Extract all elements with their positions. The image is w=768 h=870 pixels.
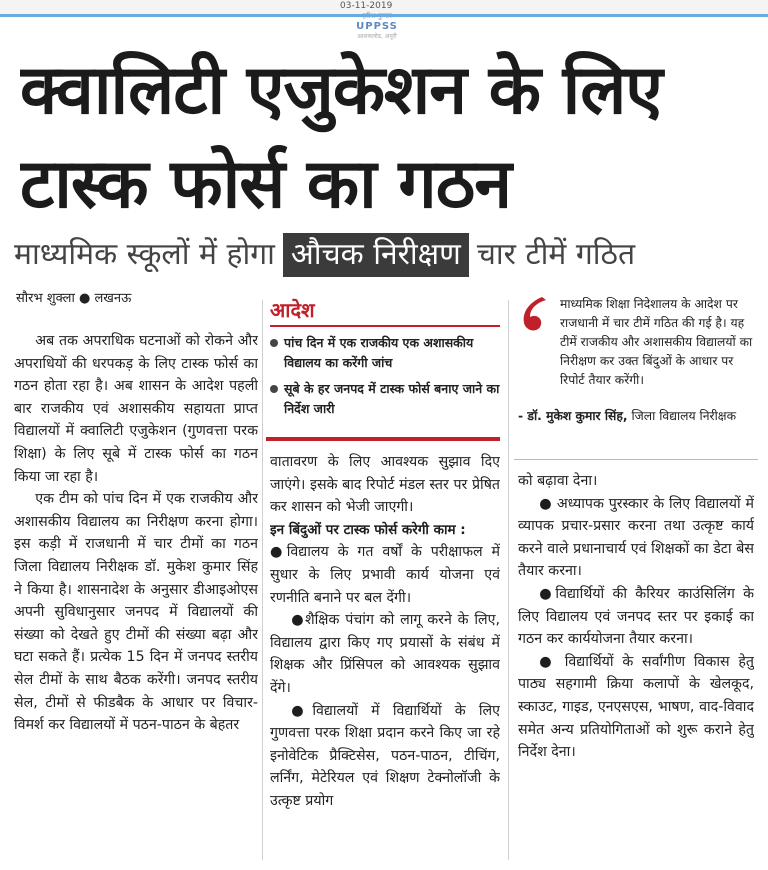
pull-quote	[518, 295, 754, 455]
column-separator	[508, 300, 509, 860]
quote-text: माध्यमिक शिक्षा निदेशालय के आदेश पर राजधानी में चार टीमें गठित की गई है। यह टीमें राजकीय और अशासकीय विद्यालयों का निरीक्षण कर उक्त बिंदुओं के आधार पर रिपोर्ट तैयार करेंगी।	[560, 297, 753, 387]
subhead-part-1: माध्यमिक स्कूलों में होगा	[14, 237, 275, 272]
clipping-date: 03-11-2019	[340, 1, 393, 11]
col3-paragraph: ● अध्यापक पुरस्कार के लिए विद्यालयों में व्यापक प्रचार-प्रसार करना तथा उत्कृष्ट कार्य करने वाले प्रधानाचार्य एवं शिक्षकों का डेटा बेस तैयार करना।	[518, 495, 754, 580]
article-column-3	[518, 470, 754, 860]
adesh-underline	[270, 325, 500, 327]
col1-paragraph: एक टीम को पांच दिन में एक राजकीय और अशासकीय विद्यालय का निरीक्षण करना होगा। इस कड़ी में राजधानी में चार टीमों का गठन जिला विद्यालय निरीक्षक डॉ. मुकेश कुमार सिंह ने किया है। शासनादेश के अनुसार डीआइओएस अपनी सुविधानुसार जनपद में विद्यालयों की संख्या को देखते हुए टीमों की संख्या बढ़ा और घटा सकते हैं। प्रत्येक 15 दिन में जनपद स्तरीय सेल टीमों के साथ बैठक करेंगी। जनपद स्तरीय सेल, टीमों से फीडबैक के आधार पर विचार-विमर्श कर विद्यालयों में पठन-पाठन के बेहतर	[14, 491, 258, 734]
article-column-1	[14, 330, 258, 860]
adesh-item	[270, 379, 500, 419]
col3-paragraph: को बढ़ावा देना।	[518, 473, 598, 489]
adesh-item-text: सूबे के हर जनपद में टास्क फोर्स बनाए जाने का निर्देश जारी	[284, 381, 500, 416]
watermark-logo: UPPSS	[356, 21, 398, 32]
adesh-box-header	[270, 295, 500, 327]
col3-paragraph: ●विद्यार्थियों की कैरियर काउंसिलिंग के लिए विद्यालय एवं जनपद स्तर पर इकाई का गठन कर कार्ययोजना तैयार करना।	[518, 585, 754, 648]
watermark-sub: आशकलोड, अपूरी	[357, 33, 397, 40]
subhead-boxed: औचक निरीक्षण	[283, 233, 469, 277]
article-column-2	[270, 451, 500, 861]
adesh-tag: आदेश	[270, 298, 315, 322]
quote-attribution-name: - डॉ. मुकेश कुमार सिंह,	[518, 409, 628, 423]
adesh-item	[270, 333, 500, 373]
col2-subheading: इन बिंदुओं पर टास्क फोर्स करेगी काम :	[270, 521, 466, 538]
adesh-list	[270, 333, 500, 425]
quote-attribution	[518, 407, 754, 426]
col2-point: ●शैक्षिक पंचांग को लागू करने के लिए, विद्यालय द्वारा किए गए प्रयासों के संबंध में शिक्षक और प्रिंसिपल को आवश्यक सुझाव देंगे।	[270, 612, 500, 696]
bullet-icon	[270, 339, 278, 347]
col2-point: ●विद्यालय के गत वर्षों के परीक्षाफल में सुधार के लिए प्रभावी कार्य योजना एवं रणनीति बनाने पर बल देंगी।	[270, 544, 500, 606]
col1-paragraph: अब तक अपराधिक घटनाओं को रोकने और अपराधियों की धरपकड़ के लिए टास्क फोर्स का गठन होता रहा है। अब शासन के आदेश पहली बार राजकीय एवं अशासकीय सहायता प्राप्त विद्यालयों में क्वालिटी एजुकेशन (गुणवत्ता परक शिक्षा) के लिए सूबे में टास्क फोर्स का गठन किया जा रहा है।	[14, 333, 258, 485]
byline: सौरभ शुक्ला ● लखनऊ	[16, 291, 132, 306]
quote-divider	[514, 459, 758, 460]
col3-paragraph: ● विद्यार्थियों के सर्वांगीण विकास हेतु पाठ्य सहगामी क्रिया कलापों के खेलकूद, स्काउट, गाइड, एनएसएस, भाषण, वाद-विवाद समेत अन्य प्रतियोगिताओं को शुरू कराने हेतु निर्देश देना।	[518, 653, 754, 761]
column-separator	[262, 300, 263, 860]
col2-point: ●विद्यालयों में विद्यार्थियों के लिए गुणवत्ता परक शिक्षा प्रदान करने किए जा रहे इनोवेटिक प्रैक्टिसेस, पठन-पाठन, टीचिंग, लर्निंग, मेटेरियल एवं शिक्षण टेक्नोलॉजी के उत्कृष्ट प्रयोग	[270, 702, 500, 809]
col2-intro: वातावरण के लिए आवश्यक सुझाव दिए जाएंगे। इसके बाद रिपोर्ट मंडल स्तर पर प्रेषित कर शासन को भेजी जाएगी।	[270, 454, 500, 516]
bullet-icon	[270, 385, 278, 393]
quote-mark-icon	[518, 295, 552, 335]
headline-line-2: टास्क फोर्स का गठन	[20, 145, 511, 224]
adesh-item-text: पांच दिन में एक राजकीय एक अशासकीय विद्यालय का करेंगी जांच	[284, 335, 474, 370]
adesh-bottom-rule	[266, 437, 500, 441]
headline-line-1: क्वालिटी एजुकेशन के लिए	[20, 51, 662, 130]
quote-attribution-role: जिला विद्यालय निरीक्षक	[631, 409, 737, 423]
subhead-part-2: चार टीमें गठित	[476, 237, 636, 272]
top-divider	[0, 14, 768, 17]
subheadline	[14, 233, 754, 279]
watermark	[332, 12, 422, 46]
